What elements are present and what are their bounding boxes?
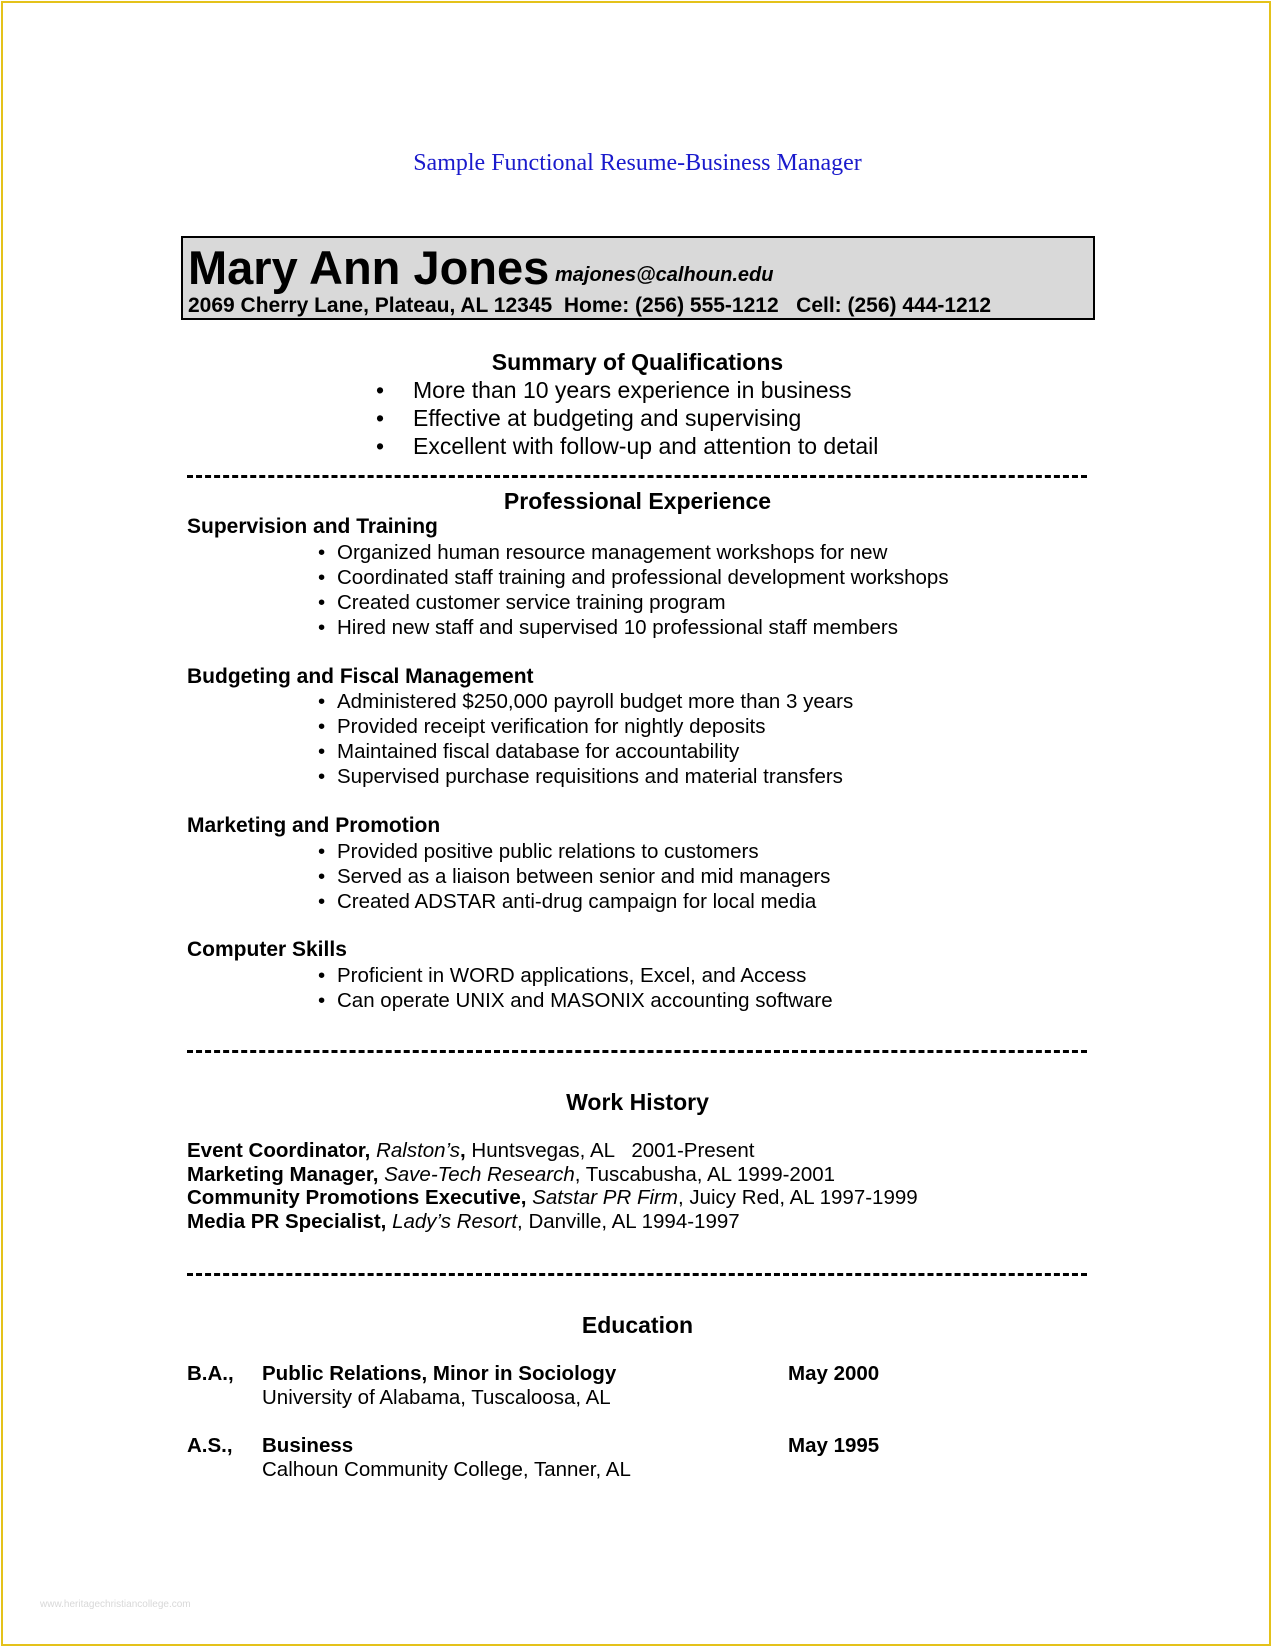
candidate-email[interactable]: majones@calhoun.edu — [555, 264, 774, 286]
job-role: Event Coordinator, — [187, 1139, 377, 1162]
experience-item: Supervised purchase requisitions and material transfers — [337, 765, 843, 788]
job-details: , Tuscabusha, AL 1999-2001 — [574, 1162, 836, 1186]
summary-item: More than 10 years experience in business — [413, 377, 852, 403]
separator: , — [460, 1139, 466, 1162]
summary-item: Effective at budgeting and supervising — [413, 405, 802, 431]
company-name: Lady’s Resort — [392, 1209, 518, 1233]
list-item — [0, 376, 1275, 404]
company-name: Save-Tech Research — [384, 1162, 575, 1186]
bullet-icon: • — [318, 890, 326, 913]
degree: A.S., — [187, 1434, 233, 1457]
document-title: Sample Functional Resume-Business Manager — [413, 150, 862, 176]
experience-item: Administered $250,000 payroll budget more than 3 years — [337, 690, 854, 713]
experience-item: Can operate UNIX and MASONIX accounting software — [337, 989, 833, 1012]
experience-item: Coordinated staff training and professional development workshops — [337, 566, 949, 589]
experience-item: Maintained fiscal database for accountability — [337, 740, 740, 763]
list-item — [187, 1139, 918, 1163]
resume-header — [181, 236, 1095, 320]
job-details: , Danville, AL 1994-1997 — [517, 1209, 740, 1233]
experience-list — [0, 689, 1275, 789]
list-item — [0, 714, 1275, 739]
bullet-icon: • — [376, 433, 385, 459]
school-name: Calhoun Community College, Tanner, AL — [262, 1458, 631, 1481]
education-heading: Education — [581, 1312, 694, 1338]
experience-item: Organized human resource management workshops for new — [337, 541, 888, 564]
work-history-list — [187, 1139, 918, 1233]
list-item — [0, 988, 1275, 1013]
contact-line: 2069 Cherry Lane, Plateau, AL 12345 Home: (256) 555-1212 Cell: (256) 444-1212 — [188, 294, 992, 317]
experience-heading: Professional Experience — [503, 488, 772, 514]
job-details: Huntsvegas, AL 2001-Present — [465, 1139, 755, 1162]
list-item — [0, 689, 1275, 714]
bullet-icon: • — [318, 840, 326, 863]
list-item — [0, 764, 1275, 789]
watermark: www.heritagechristiancollege.com — [40, 1599, 191, 1610]
bullet-icon: • — [318, 740, 326, 763]
section-divider — [187, 1273, 1087, 1276]
experience-section-title: Computer Skills — [187, 938, 347, 961]
job-role: Marketing Manager, — [187, 1162, 385, 1186]
bullet-icon: • — [318, 541, 326, 564]
experience-list — [0, 839, 1275, 914]
job-details: , Juicy Red, AL 1997-1999 — [677, 1186, 918, 1209]
bullet-icon: • — [318, 989, 326, 1012]
company-name: Satstar PR Firm — [532, 1186, 678, 1209]
company-name: Ralston’s — [376, 1139, 461, 1162]
list-item — [0, 590, 1275, 615]
experience-item: Hired new staff and supervised 10 professional staff members — [337, 616, 899, 639]
degree-field: Business — [262, 1434, 354, 1457]
experience-list — [0, 540, 1275, 640]
degree-date: May 2000 — [788, 1362, 880, 1385]
section-divider — [187, 475, 1087, 478]
section-divider — [187, 1050, 1087, 1053]
experience-item: Created customer service training program — [337, 591, 726, 614]
experience-item: Created ADSTAR anti-drug campaign for local media — [337, 890, 817, 913]
candidate-name: Mary Ann Jones — [188, 241, 550, 294]
school-name: University of Alabama, Tuscaloosa, AL — [262, 1386, 611, 1409]
bullet-icon: • — [318, 765, 326, 788]
list-item — [0, 615, 1275, 640]
experience-item: Served as a liaison between senior and mid managers — [337, 865, 831, 888]
bullet-icon: • — [318, 591, 326, 614]
degree-date: May 1995 — [788, 1434, 880, 1457]
list-item — [187, 1163, 918, 1187]
experience-item: Provided positive public relations to customers — [337, 840, 759, 863]
bullet-icon: • — [318, 616, 326, 639]
bullet-icon: • — [318, 566, 326, 589]
bullet-icon: • — [318, 715, 326, 738]
job-role: Media PR Specialist, — [187, 1209, 393, 1233]
list-item — [0, 540, 1275, 565]
list-item — [0, 963, 1275, 988]
list-item — [0, 432, 1275, 460]
list-item — [0, 839, 1275, 864]
list-item — [0, 739, 1275, 764]
list-item — [0, 864, 1275, 889]
experience-item: Proficient in WORD applications, Excel, and Access — [337, 964, 807, 987]
degree: B.A., — [187, 1362, 234, 1385]
experience-list — [0, 963, 1275, 1013]
bullet-icon: • — [318, 690, 326, 713]
experience-section-title: Marketing and Promotion — [187, 814, 441, 837]
bullet-icon: • — [376, 377, 385, 403]
bullet-icon: • — [318, 964, 326, 987]
summary-heading: Summary of Qualifications — [491, 349, 784, 375]
list-item — [187, 1210, 918, 1234]
list-item — [0, 404, 1275, 432]
work-history-heading: Work History — [566, 1089, 709, 1115]
job-role: Community Promotions Executive, — [187, 1186, 533, 1209]
experience-section-title: Budgeting and Fiscal Management — [187, 665, 534, 688]
list-item — [0, 565, 1275, 590]
list-item — [187, 1186, 918, 1210]
degree-field: Public Relations, Minor in Sociology — [262, 1362, 617, 1385]
bullet-icon: • — [318, 865, 326, 888]
experience-section-title: Supervision and Training — [187, 515, 438, 538]
summary-list — [0, 376, 1275, 460]
list-item — [0, 889, 1275, 914]
bullet-icon: • — [376, 405, 385, 431]
summary-item: Excellent with follow-up and attention to detail — [413, 433, 879, 459]
experience-item: Provided receipt verification for nightly deposits — [337, 715, 766, 738]
